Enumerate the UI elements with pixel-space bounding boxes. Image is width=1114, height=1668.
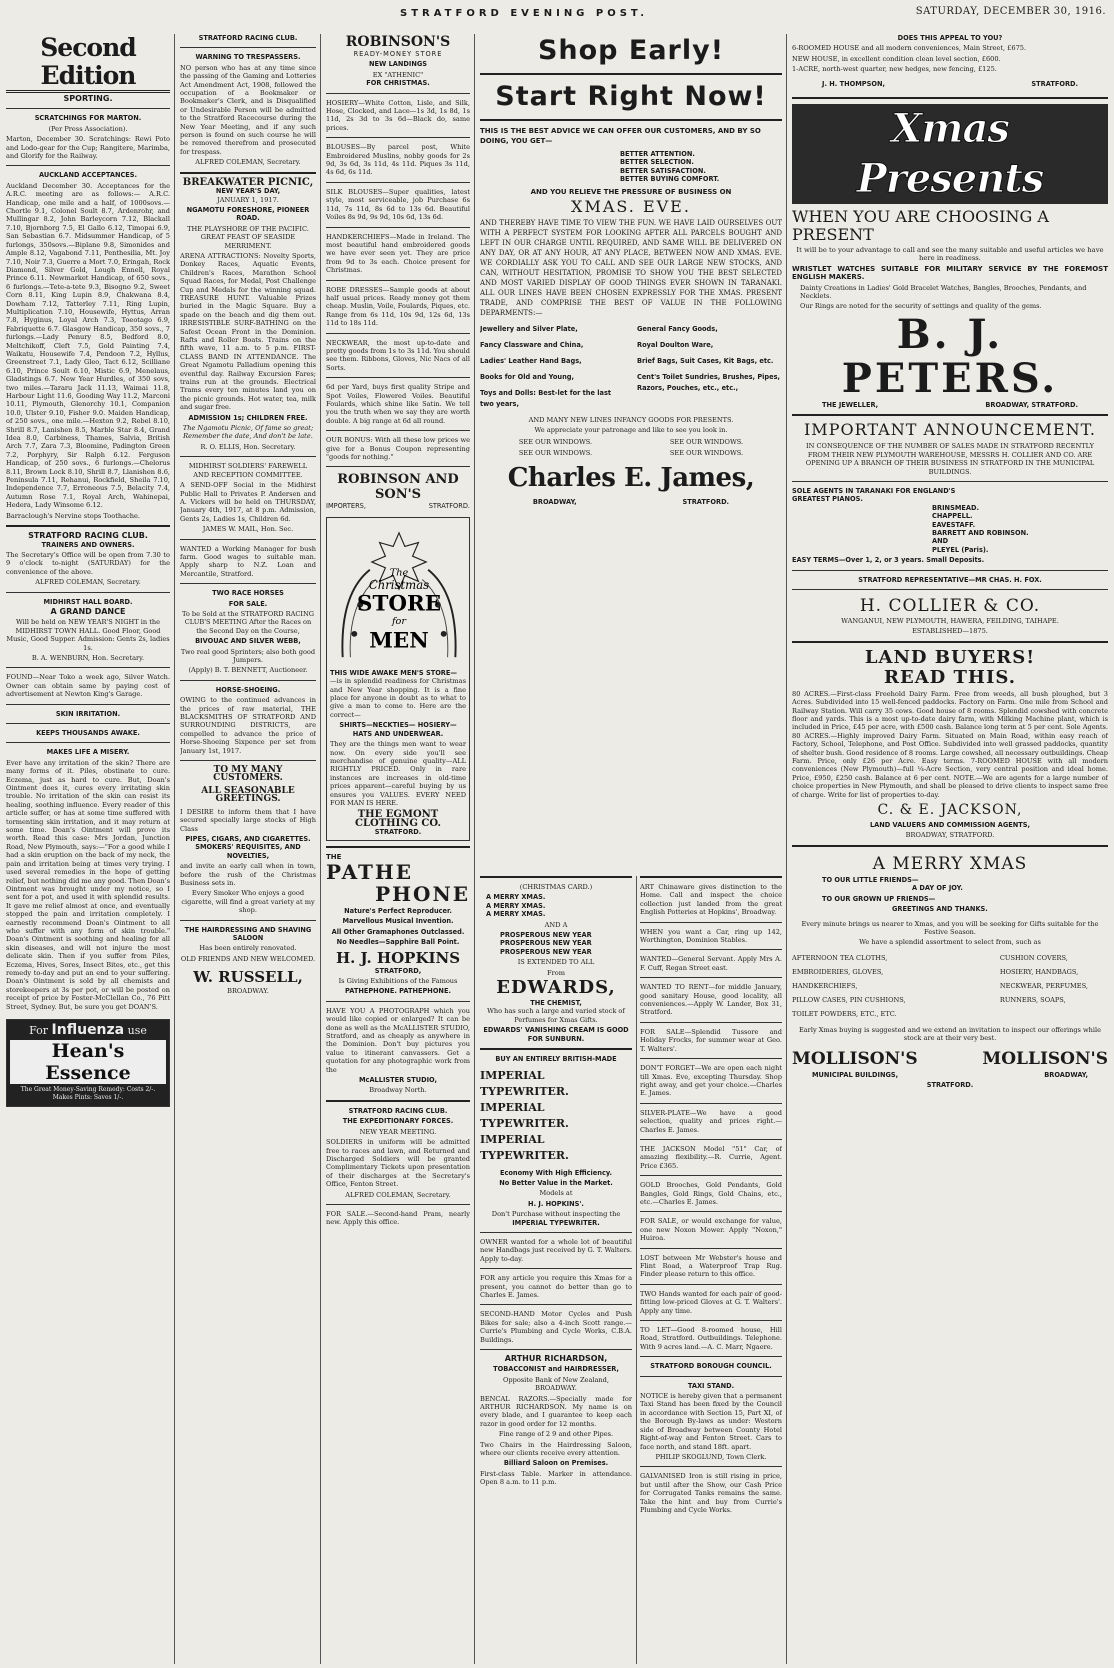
advert-body: HAVE YOU A PHOTOGRAPH which you would like copied or enlarged? It can be done as well as the McALLISTER STUDIO, Stratford, and as cheaply as anywhere in the Dominion. Don't buy pictures you value to itinerant canvassers. Get a quotation for any photographic work from the	[326, 1006, 470, 1074]
advertiser-name: B. J. PETERS.	[841, 310, 1059, 402]
small-advert: LOST between Mr Webster's house and Flint Road, a Waterproof Trap Rug. Finder please return to this office.	[640, 1253, 782, 1279]
advert-signature: JAMES W. MAIL, Hon. Sec.	[202, 525, 294, 534]
advertiser-title: TOBACCONIST and HAIRDRESSER,	[493, 1365, 619, 1374]
advert-item: 6d per Yard, buys first quality Stripe and Spot Voiles, Flowered Voiles. Beautiful Foulards, which shine like Satin. We tell you the truth when we say they are worth double. A big range at 6d all round.	[326, 383, 470, 425]
better-item: BETTER ATTENTION.	[620, 150, 695, 158]
advert-subheading: NEW YEAR'S DAY,	[215, 187, 281, 196]
advert-signature: ALFRED COLEMAN, Secretary.	[35, 578, 141, 587]
departments-right	[637, 324, 782, 410]
advert-body: Our Rings are noted for the security of settings and quality of the gems.	[800, 302, 1042, 311]
advert-heading: (CHRISTMAS CARD.)	[519, 883, 593, 891]
advert-line: No Needles—Sapphire Ball Point.	[336, 938, 460, 947]
gift-item: HOSIERY, HANDBAGS,	[999, 967, 1079, 976]
piano-list	[792, 504, 1108, 554]
property-line: 6-ROOMED HOUSE and all modern conveniences, Main Street, £675.	[792, 44, 1027, 53]
heans-use: use	[127, 1024, 147, 1037]
column-4	[480, 34, 782, 870]
advertiser-name: C. & E. JACKSON,	[877, 802, 1023, 819]
gift-list-left	[792, 951, 906, 1021]
advert-heading: KEEPS THOUSANDS AWAKE.	[36, 729, 140, 737]
store-men: MEN	[369, 628, 429, 654]
column-rule	[636, 876, 637, 1664]
imperial-line: IMPERIAL TYPEWRITER.	[480, 1132, 569, 1162]
better-item: BETTER SATISFACTION.	[620, 166, 706, 175]
advert-body: It will be to your advantage to call and see the many suitable and useful articles we have here in readiness.	[796, 246, 1104, 263]
advert-heading: THIS WIDE AWAKE MEN'S STORE—	[330, 668, 457, 677]
advert-heading: STRATFORD RACING CLUB.	[348, 1106, 448, 1115]
advert-body: THIS IS THE BEST ADVICE WE CAN OFFER OUR CUSTOMERS, AND BY SO DOING, YOU GET—	[480, 127, 761, 145]
advertiser-town: STRATFORD.	[428, 502, 470, 511]
advert-heading: TO MY MANY CUSTOMERS.	[213, 765, 283, 784]
advert-subheading: A GRAND DANCE	[50, 606, 126, 616]
advert-body: ARENA ATTRACTIONS: Novelty Sports, Donkey Races, Aquatic Events, Children's Races, Marathon School Squad Races, for Medal, Post Challenge Cup and Medals for the winning squad. TREASURE HUNT. Valuable Prizes buried in the Magic Square. Buy a spade on the beach and dig them out. IRRESISTIBLE SURF-BATHING on the Safest Ocean Front in the Dominion. Rafts and Roller Boats. Trains on the fifth wave, 11 a.m. to 5 p.m. FIRST-CLASS BAND IN ATTENDANCE. The Great Ngamotu Palladium opening this eventful day. Railway Excursion Fares; trains run at the grounds. Electrical Trams every ten minutes land you on the picnic grounds. Hot water, tea, milk and sugar free.	[180, 251, 316, 412]
xmas-eve-heading: XMAS. EVE.	[571, 197, 691, 217]
piano-item: CHAPPELL.	[932, 512, 973, 521]
advertiser-name: Charles E. James,	[507, 462, 755, 493]
advert-line: From	[547, 968, 565, 977]
store-christmas: Christmas	[368, 578, 430, 593]
advert-body: BENCAL RAZORS.—Specially made for ARTHUR RICHARDSON. My name is on every blade, and I guarantee to keep each razor in good order for 12 months.	[480, 1394, 632, 1428]
advert-body: SOLDIERS in uniform will be admitted free to races and lawn, and Returned and Discharged Soldiers will be granted Complimentary Tickets upon presentation of their discharges at the Secretary's Office, Fenton Street.	[326, 1138, 470, 1189]
advertiser-row	[792, 1069, 1108, 1081]
advert-line: All Other Gramaphones Outclassed.	[331, 927, 465, 936]
windows-note: SEE OUR WINDOWS.	[669, 437, 744, 446]
column-4-left	[480, 876, 632, 1664]
gift-item: CUSHION COVERS,	[999, 953, 1068, 962]
advert-heading: STRATFORD BOROUGH COUNCIL.	[650, 1362, 772, 1371]
gift-item: EMBROIDERIES, GLOVES,	[792, 967, 884, 976]
heans-name: Hean's Essence	[10, 1040, 166, 1084]
article-heading: SCRATCHINGS FOR MARTON.	[34, 114, 142, 123]
masthead-date: SATURDAY, DECEMBER 30, 1916.	[915, 6, 1106, 17]
start-right-headline: Start Right Now!	[495, 81, 767, 112]
advert-item: BLOUSES—By parcel post, White Embroidered Muslins, nobby goods for 2s 9d, 3s 6d, 3s 11d, 4s 11d. Piques 3s 11d, 4s 6d, 6s 11d.	[326, 143, 470, 177]
advertiser-address: MUNICIPAL BUILDINGS,	[812, 1070, 899, 1079]
heans-advert	[6, 1019, 170, 1107]
advert-body: The Secretary's Office will be open from 7.30 to 9 o'clock to-night (SATURDAY) for the convenience of the above.	[6, 550, 170, 576]
heans-tagline: The Great Money-Saving Remedy: Costs 2/-. Makes Pints: Saves 1/-.	[20, 1086, 156, 1102]
advert-body: FOR any article you require this Xmas for a present, you cannot do better than go to Charles E. James.	[480, 1274, 632, 1299]
small-advert: WANTED TO RENT—for middle January, good sanitary House, good locality, all conveniences.—Apply W. Lander, Box 31, Stratford.	[640, 983, 782, 1017]
advert-heading: A MERRY XMAS	[872, 853, 1028, 874]
advert-body: To be Sold at the STRATFORD RACING CLUB'S MEETING After the Races on the Second Day on the Course,	[181, 609, 315, 635]
advert-subheading: TAXI STAND.	[687, 1381, 735, 1390]
advert-verse: The Ngamotu Picnic, Of fame so great; Remember the date, And don't be late.	[182, 424, 314, 441]
advert-line: We appreciate your patronage and like to see you look in.	[534, 426, 728, 435]
christmas-store-illustration	[330, 527, 468, 663]
friends-line: A DAY OF JOY.	[912, 884, 963, 893]
piano-item: AND	[932, 537, 949, 546]
departments	[480, 324, 782, 410]
merry-line: A MERRY XMAS.	[486, 910, 546, 919]
prosperous-line: PROSPEROUS NEW YEAR	[500, 947, 592, 956]
imperial-line: IMPERIAL TYPEWRITER.	[480, 1100, 569, 1130]
advert-line: SOLE AGENTS IN TARANAKI FOR ENGLAND'S GREATEST PIANOS.	[792, 486, 956, 504]
department-item: Fancy Classware and China,	[480, 341, 584, 350]
merry-line: A MERRY XMAS.	[486, 893, 546, 902]
advert-heading: WHEN YOU ARE CHOOSING A PRESENT	[792, 207, 1049, 245]
advert-body: Early Xmas buying is suggested and we extend an invitation to inspect our offerings while stock are at their very best.	[798, 1025, 1102, 1043]
advert-line: AND MANY NEW LINES INFANCY GOODS FOR PRESENTS.	[528, 416, 734, 425]
column-5	[640, 876, 782, 1664]
store-for: for	[391, 615, 407, 627]
advert-body: Every minute brings us nearer to Xmas, and you will be seeking for Gifts suitable for the Festive Season.	[801, 919, 1099, 936]
advertiser-address: BROADWAY,	[1044, 1070, 1088, 1079]
windows-row	[480, 438, 782, 446]
advert-heading: HORSE-SHOEING.	[215, 685, 281, 694]
advert-subheading: THE EXPEDITIONARY FORCES.	[342, 1117, 454, 1126]
advert-body: Two Chairs in the Hairdressing Saloon, where our clients receive every attention.	[480, 1440, 632, 1458]
gift-item: RUNNERS, SOAPS,	[999, 995, 1066, 1004]
small-advert: THE JACKSON Model "51" Car, of amazing flexibility.—R. Currie, Agent. Price £365.	[640, 1144, 782, 1170]
article-body: Auckland December 30. Acceptances for the A.R.C. meeting are as follows:— A.R.C. Handicap, one mile and a half, of 1000sovs.—Chortle 9.1, Colonel Soult 8.7, Ardenrohr, and Mullingar 8.2, John Barleycorn 7.12, Blackall 7.10, Bjornborg 7.5, El Gallo 6.12, Timopai 6.9, San Sebastian 6.7. Midsummer Handicap, of 5 furlongs, 350sovs.—Biplane 9.8, Simonides and Ample 8.12, Vagabond 7.11, Penthesilia, Mt. Joy 7.10, Noir 7.3, Guerre a Mort 7.0, Eringah, Rock Diamond, Silver Gold, Lough Ennell, Royal Prince 6.11. Newmarket Handicap, of 650 sovs., 6 furlongs.—Tete-a-tete 9.3, Bisogno 9.2, Sweet Corn 8.11, King Lupin 8.9, Chakwana 8.4, Dowham 7.12, Tatterley 7.11, Ring Lupin, Multiplication 7.10, Housewife, Hyttus, Arran 7.8, Hyginus, Loyal Arch 7.3, Toeotago 6.9, Fabriquette 6.7. Glasgow Handicap, 350 sovs., 7 furlongs.—Lady Penury 8.5, Bedford 8.0, Meltchikoff, Cleft 7.5, Gold Painting 7.4, Waikatu, Housewife 7.4, Pendoon 7.2, Hyllus, Greenstreet 7.1, Lady Gleo, Tact 6.12, Scilliane 6.10, Prince Soult 6.10, Mistic 6.9, Menelaus, Gladstings 6.7. New Year Hurdles, of 350 sovs, two miles.—Tararu Jack 11.13, Waimai 11.8, Harbour Light 11.6, Gooding Way 11.2, Marconi 10.11, Plymouth, Glenorchy 10.1, Companion 10.0, Ulster 9.10, Fisher 9.0. Maiden Handicap, of 250 sovs., one mile.—Hexton 9.2, Rebel 8.10, Shrill 8.7, Lanishen 8.5, Marble Star 8.4, Grand Idea 8.0, Carbiness, Thames, Salvia, British Arch 7.7, Zara 7.3, Bloomine, Padington Green 7.2, Porphyry, Sir Ralph 6.12. Ferguson Handicap, of 250 sovs., 6 furlongs.—Chelorus 8.11, Brown Lock 8.10, Shrill 8.7, Llanishen 8.6, Peninsula 7.11, Rehanui, Rockfield, Sheila 7.10, Independence 7.7, Erroneous 7.5, Belacity 7.4, Autumn Rose 7.1, Royal Arch, Wahinepai, Hedera, Lady Winsome 6.12.	[6, 181, 170, 510]
department-item: Cent's Toilet Sundries, Brushes, Pipes, Razors, Pouches, etc., etc.,	[637, 373, 781, 393]
advert-body: Dainty Creations in Ladies' Gold Bracelet Watches, Bangles, Brooches, Pendants, and Necklets.	[800, 283, 1087, 301]
windows-note: SEE OUR WINDOWS.	[518, 449, 593, 458]
column-1	[6, 34, 170, 1664]
advertiser-name: THE EGMONT CLOTHING CO.	[355, 809, 441, 829]
small-advert: TWO Hands wanted for each pair of good-fitting low-priced Gloves at G. T. Walters'. Apply any time.	[640, 1289, 782, 1315]
piano-item: BARRETT AND ROBINSON.	[932, 528, 1029, 537]
advert-line: Barraclough's Nervine stops Toothache.	[6, 511, 140, 520]
department-item: Books for Old and Young,	[480, 373, 574, 382]
masthead	[0, 6, 1114, 24]
advert-body: A SEND-OFF Social in the Midhirst Public Hall to Privates P. Andersen and A. Vickers will be held on THURSDAY, January 4th, 1917, at 8 p.m. Admission, Gents 2s, Ladies 1s, Children 6d.	[180, 481, 316, 523]
advert-line: No Better Value in the Market.	[499, 1178, 613, 1187]
better-list	[480, 150, 782, 184]
advert-item: HANDKERCHIEFS—Made in Ireland. The most beautiful hand embroidered goods we have ever seen yet. They are price from 9d to 3s each. Choice present for Christmas.	[326, 232, 470, 275]
store-store: STORE	[357, 591, 441, 617]
advert-heading: STRATFORD RACING CLUB.	[28, 531, 148, 541]
advert-heading: THE HAIRDRESSING AND SHAVING SALOON	[184, 925, 312, 942]
section-heading: SPORTING.	[63, 94, 113, 103]
department-item: Brief Bags, Suit Cases, Kit Bags, etc.	[637, 357, 774, 366]
advertiser-town: STRATFORD.	[374, 828, 422, 837]
advertiser-row	[792, 401, 1108, 409]
advert-signature: (Apply) B. T. BENNETT, Auctioneer.	[188, 666, 308, 675]
advert-body: I DESIRE to inform them that I have secured specially large stocks of High Class	[180, 807, 316, 833]
advert-names: BIVOUAC AND SILVER WEBB,	[195, 637, 301, 646]
advertiser-name: MOLLISON'S	[982, 1048, 1108, 1069]
advert-date: JANUARY 1, 1917.	[217, 195, 279, 204]
advert-line: Billiard Saloon on Premises.	[503, 1459, 609, 1468]
advert-heading: MAKES LIFE A MISERY.	[46, 748, 130, 757]
friends-line: TO OUR LITTLE FRIENDS—	[822, 875, 919, 884]
advert-heading: SKIN IRRITATION.	[55, 709, 121, 718]
advert-line: IMPERIAL TYPEWRITER.	[512, 1218, 600, 1227]
mollison-row	[792, 1049, 1108, 1069]
small-advert: GALVANISED Iron is still rising in price, but until after the Show, our Cash Price for Corrugated Tanks remains the same. Take the hint and buy from Currie's Plumbing and Cycle Works.	[640, 1472, 782, 1514]
piano-item: PLEYEL (Paris).	[932, 545, 989, 554]
advert-body: They are the things men want to wear now. On every side you'll see merchandise of genuine quality—ALL RIGHTLY PRICED. Only in rare instances are increases in old-time prices apparent—careful buying by us ensures you VALUES. EVERY NEED FOR MAN IS HERE.	[330, 740, 466, 807]
small-advert: GOLD Brooches, Gold Pendants, Gold Bangles, Gold Rings, Gold Chains, etc., etc.—Charles E. James.	[640, 1181, 782, 1206]
advertiser-name: ROBINSON AND SON'S	[337, 472, 459, 503]
advert-line: Economy With High Efficiency.	[499, 1168, 613, 1177]
advertiser-towns: WANGANUI, NEW PLYMOUTH, HAWERA, FEILDING, TAIHAPE.	[841, 616, 1059, 625]
advert-body: IN CONSEQUENCE OF THE NUMBER OF SALES MADE IN STRATFORD RECENTLY FROM THEIR NEW PLYMOUTH WAREHOUSE, MESSRS H. COLLIER AND CO. ARE OPENING UP A BRANCH OF THEIR BUSINESS IN STRATFORD IN THE MUNICIPAL BUILDINGS.	[805, 442, 1095, 476]
advert-heading: DOES THIS APPEAL TO YOU?	[897, 34, 1003, 42]
gift-list-right	[1000, 951, 1108, 1021]
advert-body: OWING to the continued advances in the prices of raw material, THE BLACKSMITHS OF STRATFORD AND SURROUNDING DISTRICTS, are compelled to advance the price of Horse-Shoeing Sixpence per set from January 1st, 1917.	[180, 696, 316, 755]
advertiser-name: ROBINSON'S	[345, 34, 451, 50]
advert-item: HOSIERY—White Cotton, Lisle, and Silk, Hose, Clocked, and Lace—1s 3d, 1s 8d, 1s 11d, 2s 3d to 3s 6d—Black do, same prices.	[326, 98, 470, 132]
advertiser-established: ESTABLISHED—1875.	[912, 627, 988, 636]
advertiser-name: MOLLISON'S	[792, 1048, 918, 1069]
column-rule	[786, 34, 787, 1664]
edition-heading: Second Edition	[6, 34, 170, 93]
advert-heading: STRATFORD RACING CLUB.	[198, 34, 298, 42]
advert-subheading: NEW LANDINGS	[368, 60, 428, 69]
advert-body: First-class Table. Marker in attendance. Open 8 a.m. to 11 p.m.	[480, 1469, 632, 1487]
advert-heading: MIDHIRST SOLDIERS' FAREWELL AND RECEPTION COMMITTEE.	[188, 462, 308, 479]
advert-list: SHIRTS—NECKTIES— HOSIERY—HATS AND UNDERWEAR.	[339, 721, 457, 738]
mens-store-advert	[326, 517, 470, 841]
advert-body: 80 ACRES.—First-class Freehold Dairy Farm. Free from weeds, all bush ploughed, but 3 Acres. Subdivided into 15 well-fenced paddocks. Factory on Farm. One mile from School and Railway Station. Will carry 35 cows. Good house of 8 rooms. Splendid cowshed with concrete floor and yards. This is a most up-to-date dairy farm, with Milking Machine plant, which is included in Price, £45 per acre, with £500 cash. Balance long term at 5 per cent. Sole Agents. 80 ACRES.—Highly improved Dairy Farm. Situated on Main Road, within easy reach of Factory, School, Telephone, and Post Office. Subdivided into well grassed paddocks, quantity of shelter bush. Good residence of 8 rooms. Large cowshed, all necessary outbuildings. Cheap Farm. Price, only £26 per Acre. Easy terms. 7-ROOMED HOUSE with all modern conveniences (New Plymouth)—full ¼-Acre Section, very central position and ideal home. Price, £950, £250 cash. Balance at 6 per cent. NOTE.—We are agents for a large number of choice properties in New Plymouth, and shall be pleased to drive clients to inspect same free of charge. Write for list of properties to-day.	[792, 689, 1108, 799]
small-advert: FOR SALE, or would exchange for value, one new Noxon Mower. Apply "Noxon," Huiroa.	[640, 1217, 782, 1243]
advert-line: AND YOU RELIEVE THE PRESSURE OF BUSINESS ON	[530, 187, 732, 196]
department-item: Ladies' Leather Hand Bags,	[480, 357, 582, 366]
piano-item: BRINSMEAD.	[932, 503, 979, 512]
small-advert: SILVER-PLATE—We have a good selection, quality and prices right.—Charles E. James.	[640, 1108, 782, 1134]
pathe-name: PATHE	[326, 859, 414, 884]
gift-item: PILLOW CASES, PIN CUSHIONS,	[792, 995, 906, 1004]
advert-heading: BUY AN ENTIRELY BRITISH-MADE	[495, 1055, 617, 1064]
advertiser-row	[792, 76, 1108, 92]
advertiser-address: BROADWAY,	[532, 497, 577, 506]
advert-body: Has been entirely renovated.	[199, 944, 297, 953]
advert-heading: MIDHIRST HALL BOARD.	[43, 597, 133, 606]
advert-line: Nature's Perfect Reproducer.	[344, 906, 452, 915]
pathe-the: THE	[326, 852, 342, 861]
advertiser-address: BROADWAY, STRATFORD.	[985, 400, 1078, 409]
advertiser-title: THE JEWELLER,	[822, 400, 879, 409]
department-item: General Fancy Goods,	[637, 325, 718, 334]
advert-subheading: FOR SALE.	[228, 599, 268, 608]
advertiser-address: BROADWAY.	[227, 987, 269, 996]
windows-row	[480, 449, 782, 457]
imperial-line: IMPERIAL TYPEWRITER.	[480, 1068, 569, 1098]
advert-list: PIPES, CIGARS, AND CIGARETTES. SMOKERS' REQUISITES, AND NOVELTIES,	[185, 834, 311, 860]
advertiser-title: THE CHEMIST,	[530, 999, 582, 1008]
small-advert: ART Chinaware gives distinction to the Home. Call and inspect the choice collection just landed from the great English Potteries at Hopkins', Broadway.	[640, 883, 782, 917]
shop-early-headline: Shop Early!	[537, 35, 725, 66]
department-item: Toys and Dolls: Best-let for the last two years,	[480, 389, 612, 409]
advertiser-name: H. J. HOPKINS'.	[528, 1199, 584, 1208]
advert-item: OUR BONUS: With all these low prices we give for a Bonus Coupon representing "goods for nothing."	[326, 436, 470, 462]
advertiser-town: STRATFORD.	[926, 1080, 974, 1089]
advertiser-address: BROADWAY.	[535, 1384, 577, 1393]
advert-signature: B. A. WENBURN, Hon. Secretary.	[31, 653, 145, 662]
heans-for: For	[29, 1024, 49, 1037]
department-item: Jewellery and Silver Plate,	[480, 325, 578, 334]
xmas-presents-banner: Xmas Presents	[792, 104, 1108, 204]
advert-place: NGAMOTU FORESHORE, PIONEER ROAD.	[186, 205, 310, 223]
small-advert: WANTED—General Servant. Apply Mrs A. F. Cuff, Regan Street east.	[640, 955, 782, 972]
advert-line: Marvellous Musical Invention.	[342, 917, 454, 926]
advert-body: and invite an early call when in town, before the rush of the Christmas Business sets in.	[180, 862, 316, 887]
friends-line: GREETINGS AND THANKS.	[892, 905, 988, 914]
advertiser-name: McALLISTER STUDIO,	[358, 1076, 438, 1085]
better-item: BETTER BUYING COMFORT.	[620, 175, 720, 184]
column-2	[180, 34, 316, 1664]
small-advert: TO LET—Good 8-roomed house, Hill Road, Stratford. Outbuildings. Telephone. With 9 acres land.—A. C. Marr, Ngaere.	[640, 1326, 782, 1351]
advert-body: WANTED a Working Manager for bush farm. Good wages to suitable man. Apply sharp to N.Z. Loan and Mercantile, Stratford.	[180, 544, 316, 578]
gift-item: AFTERNOON TEA CLOTHS,	[792, 953, 888, 962]
advert-line: Models at	[539, 1189, 573, 1198]
column-rule	[474, 34, 475, 1664]
advertiser-address: Broadway North.	[369, 1086, 427, 1095]
advert-admission: ADMISSION 1s; CHILDREN FREE.	[188, 413, 308, 422]
windows-note: SEE OUR WINDOWS.	[518, 437, 593, 446]
advert-body: SECOND-HAND Motor Cycles and Push Bikes for sale; also a 4-inch Scott range.—Currie's Plumbing and Cycle Works, C.B.A. Buildings.	[480, 1310, 632, 1344]
property-line: NEW HOUSE, in excellent condition clean level section, £600.	[792, 54, 1001, 63]
column-rule	[174, 34, 175, 1664]
prosperous-line: PROSPEROUS NEW YEAR	[500, 939, 592, 948]
small-advert: FOR SALE—Splendid Tussore and Holiday Frocks, for summer wear at Geo. T. Walters'.	[640, 1027, 782, 1053]
store-the: The	[389, 567, 409, 579]
advert-line: IS EXTENDED TO ALL	[517, 958, 595, 967]
department-item: Royal Doulton Ware,	[637, 341, 714, 350]
advertiser-name: J. H. THOMPSON,	[822, 79, 885, 88]
advert-subheading: WARNING TO TRESPASSERS.	[195, 53, 301, 62]
advert-body: Will be held on NEW YEAR'S NIGHT in the MIDHIRST TOWN HALL. Good Floor, Good Music, Good Supper. Admission: Gents 2s, ladies 1s.	[6, 618, 170, 652]
advert-line: STRATFORD REPRESENTATIVE—MR CHAS. H. FOX.	[858, 575, 1042, 584]
column-rule	[320, 34, 321, 1664]
gift-list	[792, 951, 1108, 1021]
departments-left	[480, 324, 625, 410]
advert-body: NOTICE is hereby given that a permanent Taxi Stand has been fixed by the Council in accordance with Section 15, Part XI, of the Borough By-laws as under: Western side of Broadway between County Hotel Right-of-way and Fenton Street. Cars to face north, and stand 18ft. apart.	[640, 1392, 782, 1451]
advert-body: We have a splendid assortment to select from, such as	[859, 938, 1041, 947]
advert-line: EASY TERMS—Over 1, 2, or 3 years. Small Deposits.	[792, 556, 985, 565]
advertiser-name: H. COLLIER & CO.	[859, 595, 1041, 616]
advert-signature: ALFRED COLEMAN, Secretary.	[195, 158, 301, 167]
advert-item: NECKWEAR, the most up-to-date and pretty goods from 1s to 3s 11d. You should see them. Ribbons, Gloves, Nic Nacs of all Sorts.	[326, 338, 470, 372]
advert-body: FOR SALE.—Second-hand Pram, nearly new. Apply this office.	[326, 1209, 470, 1227]
advert-subheading: NEW YEAR MEETING.	[359, 1127, 437, 1136]
piano-item: EAVESTAFF.	[932, 520, 976, 529]
article-heading: AUCKLAND ACCEPTANCES.	[38, 171, 138, 180]
advert-item: SILK BLOUSES—Super qualities, latest style, most serviceable, job Purchase 6s 11d, 7s 11d, 8s 6d to 13s 6d. Beautiful Voiles 8s 9d, 9s 9d, 10s 6d, 13s 6d.	[326, 187, 470, 222]
gift-item: HANDKERCHIEFS,	[792, 981, 858, 990]
advert-line: Don't Purchase without inspecting the	[491, 1210, 621, 1219]
advertiser-name: EDWARDS,	[496, 977, 616, 999]
advert-subheading: THE PLAYSHORE OF THE PACIFIC. GREAT FEAST OF SEASIDE MERRIMENT.	[187, 224, 309, 250]
friends-line: TO OUR GROWN UP FRIENDS—	[822, 894, 936, 903]
advert-line: EDWARDS' VANISHING CREAM IS GOOD FOR SUNBURN.	[483, 1026, 629, 1043]
advert-body: NO person who has at any time since the passing of the Gaming and Lotteries Act Amendment Act, 1908, followed the occupation of a Bookmaker or Bookmaker's Clerk, and is Disqualified or Undesirable Person will be admitted to the Stratford Racecourse during the New Year Meeting, and if any such person is found on such course he will be removed therefrom and prosecuted for trespass.	[180, 63, 316, 156]
advert-line: AND A	[544, 920, 568, 929]
advert-body: OWNER wanted for a whole lot of beautiful new Handbags just received by G. T. Walters. Apply to-day.	[480, 1237, 632, 1263]
advert-body: Who has such a large and varied stock of Perfumes for Xmas Gifts.	[487, 1007, 625, 1024]
better-item: BETTER SELECTION.	[620, 158, 694, 167]
advert-signature: R. O. ELLIS, Hon. Secretary.	[200, 442, 296, 451]
column-6	[792, 34, 1108, 1664]
advert-item: ROBE DRESSES—Sample goods at about half usual prices. Ready money got them cheap. Muslin, Voile, Foulards, Piques, etc. Range from 6s 11d, 10s 9d, 12s 6d, 13s 11d to 18s 11d.	[326, 285, 470, 328]
advert-body: OLD FRIENDS AND NEW WELCOMED.	[180, 954, 316, 963]
advert-body: —is in splendid readiness for Christmas and New Year shopping. It is a fine place for anyone in doubt as to what to give a man to come to. Here are the correct—	[330, 677, 466, 719]
advertiser-title: IMPORTERS,	[326, 502, 366, 511]
small-advert: DON'T FORGET—We are open each night till Xmas. Eve, excepting Thursday. Shop right away, and get your choice.—Charles E. James.	[640, 1064, 782, 1098]
advert-line: WRISTLET WATCHES SUITABLE FOR MILITARY SERVICE BY THE FOREMOST ENGLISH MAKERS.	[792, 264, 1108, 282]
gift-item: NECKWEAR, PERFUMES,	[999, 981, 1088, 990]
advert-heading: ALL SEASONABLE GREETINGS.	[201, 785, 295, 805]
column-3	[326, 34, 470, 1664]
merry-line: A MERRY XMAS.	[486, 901, 546, 910]
advert-body: Fine range of 2 9 and other Pipes.	[498, 1430, 614, 1439]
advert-subheading: EX "ATHENIC"	[372, 70, 424, 79]
pathe-phone: PHONE	[375, 881, 470, 906]
advert-body: AND THEREBY HAVE TIME TO VIEW THE FUN. WE HAVE LAID OURSELVES OUT WITH A PERFECT SYSTEM FOR LOOKING AFTER ALL PARCELS BOUGHT AND LEFT IN OUR CHARGE UNTIL REQUIRED, AND SAME WILL BE DELIVERED ON ANY DAY, OR AT ANY HOUR, AT ANY PLACE, BETWEEN NOW AND XMAS. EVE. WE CORDIALLY ASK YOU TO CALL AND SEE OUR LARGE NEW STOCKS, AND CAN, WITHOUT HESITATION, PROMISE TO SHOW YOU THE BEST SELECTED AND MOST VARIED DISPLAY OF GOOD THINGS EVER SHOWN IN TARANAKI. ALL OUR LINES HAVE BEEN CHOSEN EXPRESSLY FOR THE XMAS. PRESENT TRADE, AND COMPRISE THE BEST OF VALUE IN THE FOLLOWING DEPARMENTS:—	[480, 219, 782, 318]
advertiser-address: BROADWAY, STRATFORD.	[905, 831, 995, 840]
advert-signature: PHILIP SKOGLUND, Town Clerk.	[655, 1452, 767, 1461]
advert-body: Ever have any irritation of the skin? There are many forms of it. Piles, obstinate to cure. Eczema, just as hard to cure. But, Doan's Ointment does it, cures every irritating skin trouble. No irritation of the skin can resist its healing, soothing influence. Every reader of this article suffer, or has at some time suffered with tormenting skin irritation, and it may return at some time. Doan's Ointment will prove its worth. Read this case: Mrs Jordan, Junction Road, New Plymouth, says:—"For a good while I had a skin eruption on the back of my neck, the pain and irritation being at times very trying. I used several remedies in the hope of getting relief, but nothing did me any good. Then Doan's Ointment was brought under my notice, so I sent for a pot, and used it with splendid results. It gave me relief almost at once, and eventually stopped the pain and irritation completely. I earnestly recommend Doan's Ointment to all who suffer with any form of skin trouble." Doan's Ointment is soothing and healing for all skin diseases, and will not injure the most delicate skin. Then if you suffer from Piles, Eczema, Hives, Sores, Insect Bites, etc., get this remedy to-day and put an end to your suffering. Doan's Ointment is sold by all chemists and storekeepers at 3s per pot, or will be posted on receipt of price by Foster-McClellan Co., 76 Pitt Street, Sydney. But, be sure you get DOAN'S.	[6, 758, 170, 1011]
windows-note: SEE OUR WINDOWS.	[669, 449, 744, 458]
advert-heading: TWO RACE HORSES	[212, 589, 284, 598]
gift-item: TOILET POWDERS, ETC., ETC.	[792, 1009, 897, 1018]
heans-influenza: Influenza	[51, 1022, 125, 1038]
advert-signature: ALFRED COLEMAN, Secretary.	[345, 1190, 451, 1199]
advert-heading: LAND BUYERS!	[864, 646, 1036, 668]
advert-subheading: FOR CHRISTMAS.	[366, 79, 430, 88]
advert-body: Is Giving Exhibitions of the Famous	[338, 977, 458, 985]
property-line: 1-ACRE, north-west quarter, new hedges, new fencing, £125.	[792, 65, 997, 74]
advert-subheading: TRAINERS AND OWNERS.	[41, 540, 135, 549]
advertiser-town: STRATFORD.	[682, 497, 730, 506]
prosperous-line: PROSPEROUS NEW YEAR	[500, 931, 592, 940]
advertiser-name: H. J. HOPKINS	[335, 948, 461, 967]
advert-heading: READ THIS.	[884, 666, 1016, 688]
advert-body: FOUND—Near Toko a week ago, Silver Watch. Owner can obtain same by paying cost of advertisement at Newton King's Garage.	[6, 673, 170, 699]
advertiser-town: STRATFORD,	[374, 966, 422, 975]
article-body: Marton, December 30. Scratchings: Rewi Poto and Lodo-gear for the Cup; Rangitere, Marimba, and Glorify for the Railway.	[6, 135, 170, 161]
advertiser-address: Opposite Bank of New Zealand,	[502, 1375, 609, 1384]
advert-list: PATHEPHONE. PATHEPHONE.	[345, 987, 451, 996]
advertiser-name: W. RUSSELL,	[193, 968, 303, 987]
advert-body: Every Smoker Who enjoys a good cigarette, will find a great variety at my shop.	[181, 889, 315, 915]
advertiser-address-row	[480, 498, 782, 506]
masthead-title: STRATFORD EVENING POST.	[400, 8, 649, 19]
advertiser-title: LAND VALUERS AND COMMISSION AGENTS,	[869, 821, 1031, 830]
advert-heading: BREAKWATER PICNIC,	[182, 176, 314, 188]
advertiser-name: ARTHUR RICHARDSON,	[504, 1354, 608, 1363]
advertiser-town: STRATFORD.	[1031, 79, 1078, 88]
advert-subheading: READY-MONEY STORE	[353, 50, 443, 58]
advert-heading: IMPORTANT ANNOUNCEMENT.	[803, 420, 1096, 440]
small-advert: WHEN you want a Car, ring up 142, Worthington, Dominion Stables.	[640, 927, 782, 945]
advert-body: Two real good Sprinters; also both good Jumpers.	[180, 647, 316, 664]
article-source: (Per Press Association).	[48, 124, 128, 133]
